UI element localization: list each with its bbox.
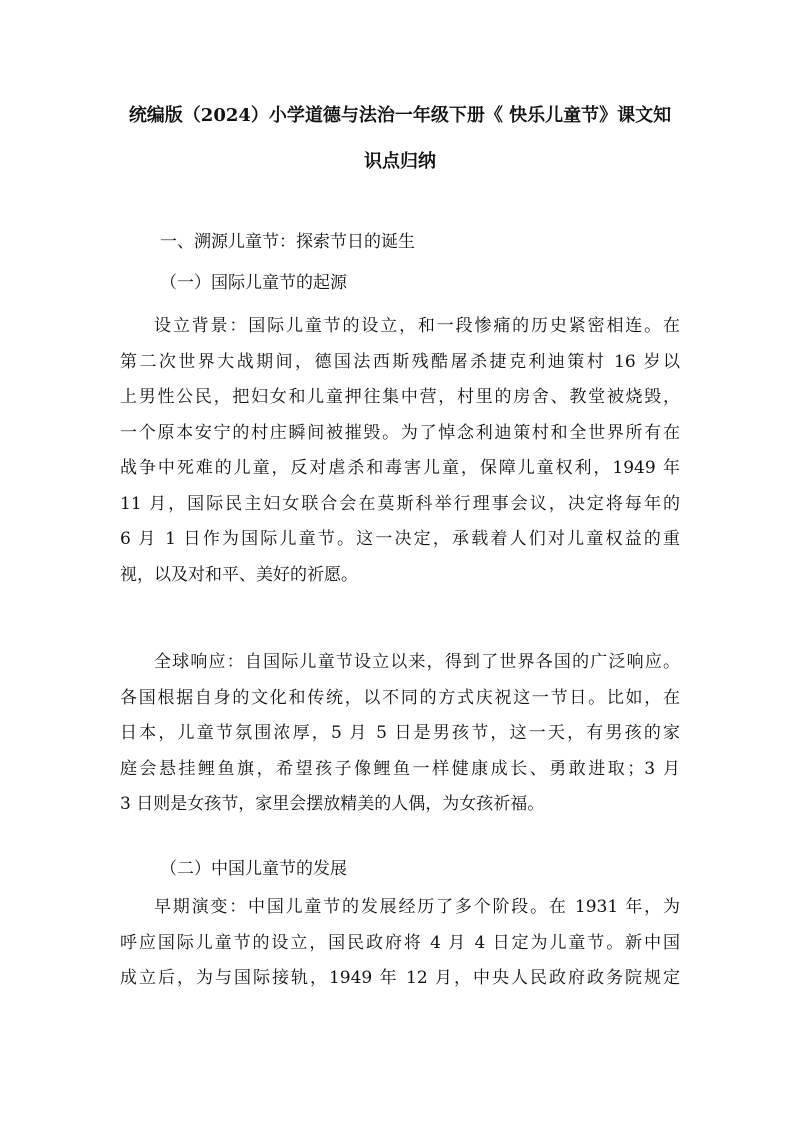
subsection-heading-1: （一）国际儿童节的起源	[160, 273, 347, 293]
subsection-heading-2: （二）中国儿童节的发展	[160, 859, 347, 879]
paragraph-line: 11 月，国际民主妇女联合会在莫斯科举行理事会议，决定将每年的	[120, 493, 680, 514]
paragraph-line: 日本，儿童节氛围浓厚，5 月 5 日是男孩节，这一天，有男孩的家	[120, 723, 680, 743]
paragraph-line: 全球响应：自国际儿童节设立以来，得到了世界各国的广泛响应。	[154, 652, 680, 672]
paragraph-line: 3 日则是女孩节，家里会摆放精美的人偶，为女孩祈福。	[120, 794, 545, 814]
paragraph-line: 上男性公民，把妇女和儿童押往集中营，村里的房舍、教堂被烧毁，	[120, 387, 680, 407]
document-title-continuation: 识点归纳	[364, 151, 436, 172]
paragraph-line: 第二次世界大战期间，德国法西斯残酷屠杀捷克利迪策村 16 岁以	[120, 351, 680, 372]
paragraph-line: 各国根据自身的文化和传统，以不同的方式庆祝这一节日。比如，在	[120, 687, 680, 708]
paragraph-line: 6 月 1 日作为国际儿童节。这一决定，承载着人们对儿童权益的重	[120, 529, 680, 549]
paragraph-line: 呼应国际儿童节的设立，国民政府将 4 月 4 日定为儿童节。新中国	[120, 932, 680, 953]
paragraph-line: 一个原本安宁的村庄瞬间被摧毁。为了悼念利迪策村和全世界所有在	[120, 422, 680, 443]
paragraph-line: 成立后，为与国际接轨，1949 年 12 月，中央人民政府政务院规定	[120, 968, 680, 988]
section-heading-1: 一、溯源儿童节：探索节日的诞生	[160, 232, 415, 252]
paragraph-line: 视，以及对和平、美好的祈愿。	[120, 564, 358, 585]
paragraph-early-evolution	[120, 890, 680, 997]
paragraph-background	[120, 309, 680, 593]
document-title: 统编版（2024）小学道德与法治一年级下册《 快乐儿童节》课文知	[128, 105, 672, 126]
paragraph-line: 庭会悬挂鲤鱼旗，希望孩子像鲤鱼一样健康成长、勇敢进取；3 月	[120, 758, 680, 779]
paragraph-line: 早期演变：中国儿童节的发展经历了多个阶段。在 1931 年，为	[154, 897, 680, 917]
paragraph-global-response	[120, 645, 680, 823]
paragraph-line: 战争中死难的儿童，反对虐杀和毒害儿童，保障儿童权利，1949 年	[120, 458, 680, 478]
paragraph-line: 设立背景：国际儿童节的设立，和一段惨痛的历史紧密相连。在	[154, 316, 680, 336]
